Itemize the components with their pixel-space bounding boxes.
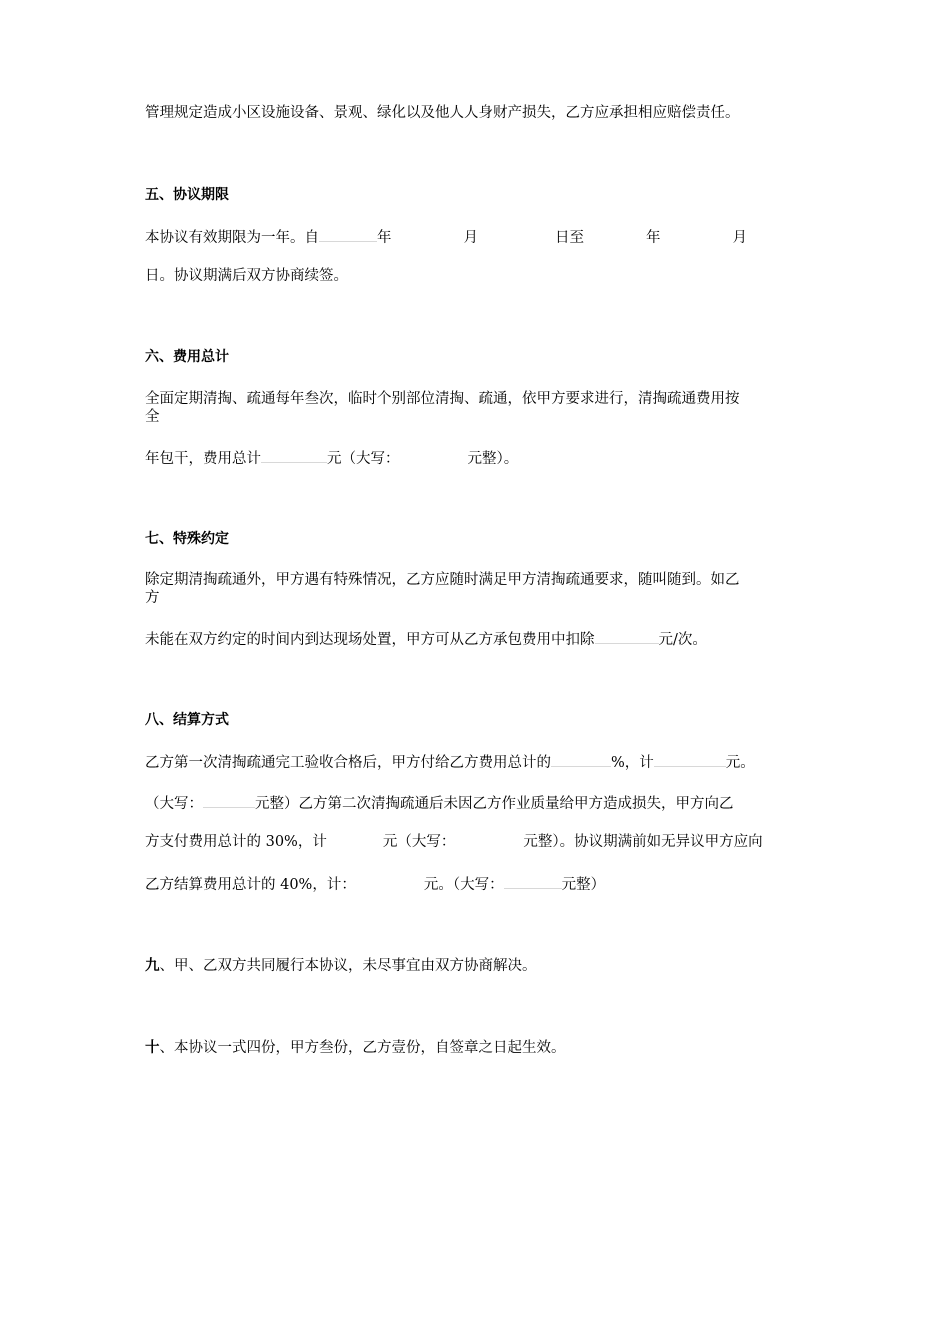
section-9-text: 、甲、乙双方共同履行本协议，未尽事宜由双方协商解决。 (159, 958, 537, 974)
month-label: 月 (463, 230, 478, 246)
section-6-heading: 六、费用总计 (145, 349, 229, 365)
section-9-number: 九 (145, 958, 160, 974)
section-7-line-1b: 方 (145, 590, 160, 606)
section-5-heading: 五、协议期限 (145, 187, 229, 203)
section-8-heading: 八、结算方式 (145, 712, 229, 728)
fee-capital-label: 元（大写： (327, 451, 400, 467)
section-10-text: 、本协议一式四份，甲方叁份，乙方壹份，自签章之日起生效。 (159, 1040, 566, 1056)
year-label: 年 (377, 230, 392, 246)
day-to-label: 日至 (555, 230, 584, 246)
settlement-text-3b: 元整）。协议期满前如无异议甲方应向 (523, 834, 763, 850)
term-text: 本协议有效期限为一年。自 (145, 230, 319, 246)
blank-field (654, 752, 726, 767)
section-8-line-2 (145, 793, 734, 813)
blank-field (504, 874, 562, 889)
deduction-unit: 元/次。 (658, 632, 707, 648)
section-9 (145, 957, 537, 975)
section-7-heading: 七、特殊约定 (145, 531, 229, 547)
blank-field (551, 752, 611, 767)
settlement-end: 元整） (561, 877, 606, 893)
section-10-number: 十 (145, 1040, 160, 1056)
capital-label-2: 元（大写： (382, 834, 456, 850)
fee-capital-end: 元整）。 (467, 451, 519, 467)
section-5-line-1 (145, 227, 747, 247)
section-10 (145, 1039, 566, 1057)
settlement-text-3: 方支付费用总计的 30%，计 (145, 834, 327, 850)
section-7-line-2 (145, 629, 707, 649)
section-8-line-3 (145, 833, 763, 851)
blank-field (203, 793, 255, 808)
settlement-text-4: 乙方结算费用总计的 40%，计： (145, 877, 356, 893)
blank-field (261, 448, 327, 463)
month-label-2: 月 (732, 230, 747, 246)
deduction-text: 未能在双方约定的时间内到达现场处置，甲方可从乙方承包费用中扣除 (145, 632, 595, 648)
section-7-line-1: 除定期清掏疏通外，甲方遇有特殊情况，乙方应随时满足甲方清掏疏通要求，随叫随到。如乙 (145, 572, 740, 588)
capital-label-3: 元。（大写： (423, 877, 504, 893)
blank-field (595, 629, 659, 644)
section-5-line-2: 日。协议期满后双方协商续签。 (145, 268, 348, 284)
blank-field (319, 227, 377, 242)
section-6-line-1b: 全 (145, 409, 160, 425)
intro-text: 管理规定造成小区设施设备、景观、绿化以及他人人身财产损失，乙方应承担相应赔偿责任。 (145, 105, 740, 121)
section-6-line-2 (145, 448, 518, 468)
percent-label: %，计 (611, 755, 654, 771)
capital-label: （大写： (145, 796, 203, 812)
paragraph-intro (145, 104, 740, 122)
section-6-line-1: 全面定期清掏、疏通每年叁次，临时个别部位清掏、疏通，依甲方要求进行，清掏疏通费用按 (145, 391, 740, 407)
year-label-2: 年 (646, 230, 661, 246)
fee-text: 年包干，费用总计 (145, 451, 261, 467)
section-8-line-1 (145, 752, 755, 772)
settlement-text-2: 元整）乙方第二次清掏疏通后未因乙方作业质量给甲方造成损失，甲方向乙 (255, 796, 734, 812)
section-8-line-4 (145, 874, 605, 894)
yuan-label: 元。 (725, 755, 755, 771)
settlement-text-1: 乙方第一次清掏疏通完工验收合格后，甲方付给乙方费用总计的 (145, 755, 551, 771)
